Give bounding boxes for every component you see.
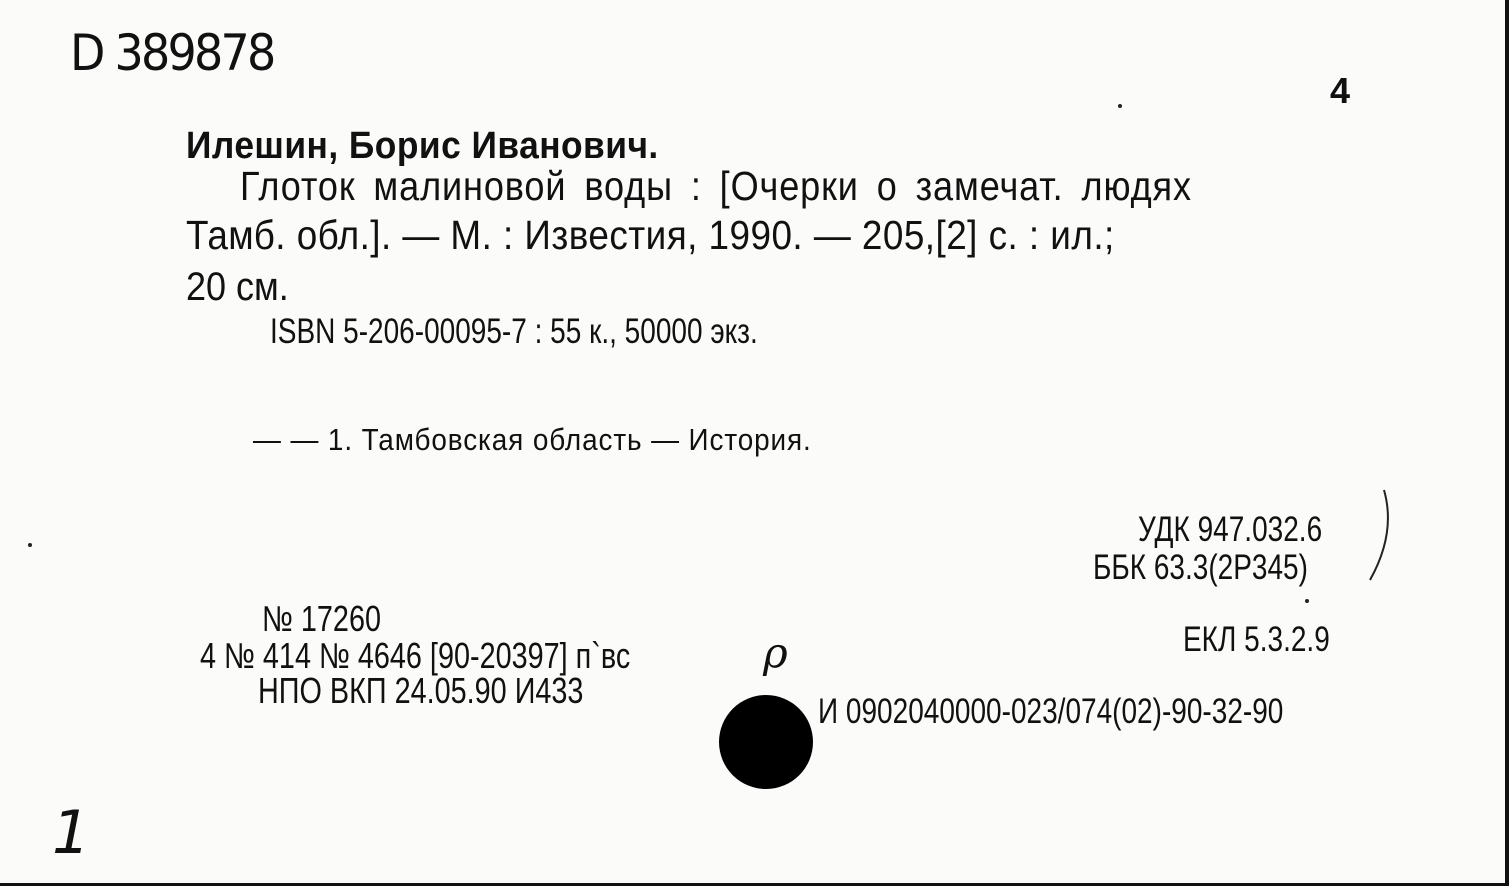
page-number: 4 — [1330, 70, 1351, 111]
bbk-classification: ББК 63.3(2Р345) — [1093, 548, 1308, 587]
subject-heading: — — 1. Тамбовская область — История. — [253, 422, 812, 457]
card-punch-hole — [719, 695, 813, 789]
isbn-line: ISBN 5-206-00095-7 : 55 к., 50000 экз. — [270, 312, 758, 351]
speck-mark — [28, 543, 32, 547]
title-line-1: Глоток малиновой воды : [Очерки о замечат. людях — [240, 163, 1192, 209]
handwritten-card-id: D 389878 — [70, 24, 274, 82]
title-line-2: Тамб. обл.]. — М. : Известия, 1990. — 205,[2] с. : ил.; — [186, 212, 1115, 258]
handwritten-parenthesis-mark — [1366, 488, 1392, 584]
npo-line: НПО ВКП 24.05.90 И433 — [258, 670, 584, 711]
handwritten-number: 1 — [52, 798, 91, 868]
order-line: 4 № 414 № 4646 [90-20397] п`вс — [200, 635, 631, 676]
title-line-3: 20 см. — [186, 265, 289, 309]
ekl-classification: ЕКЛ 5.3.2.9 — [1183, 620, 1330, 659]
speck-mark — [1305, 599, 1309, 603]
publisher-code-line: И 0902040000-023/074(02)-90-32-90 — [818, 692, 1284, 731]
author-heading: Илешин, Борис Иванович. — [186, 125, 659, 167]
registry-number: № 17260 — [262, 598, 381, 639]
speck-mark — [1118, 104, 1122, 108]
udk-classification: УДК 947.032.6 — [1138, 510, 1323, 549]
pencil-mark: ρ — [763, 628, 788, 677]
